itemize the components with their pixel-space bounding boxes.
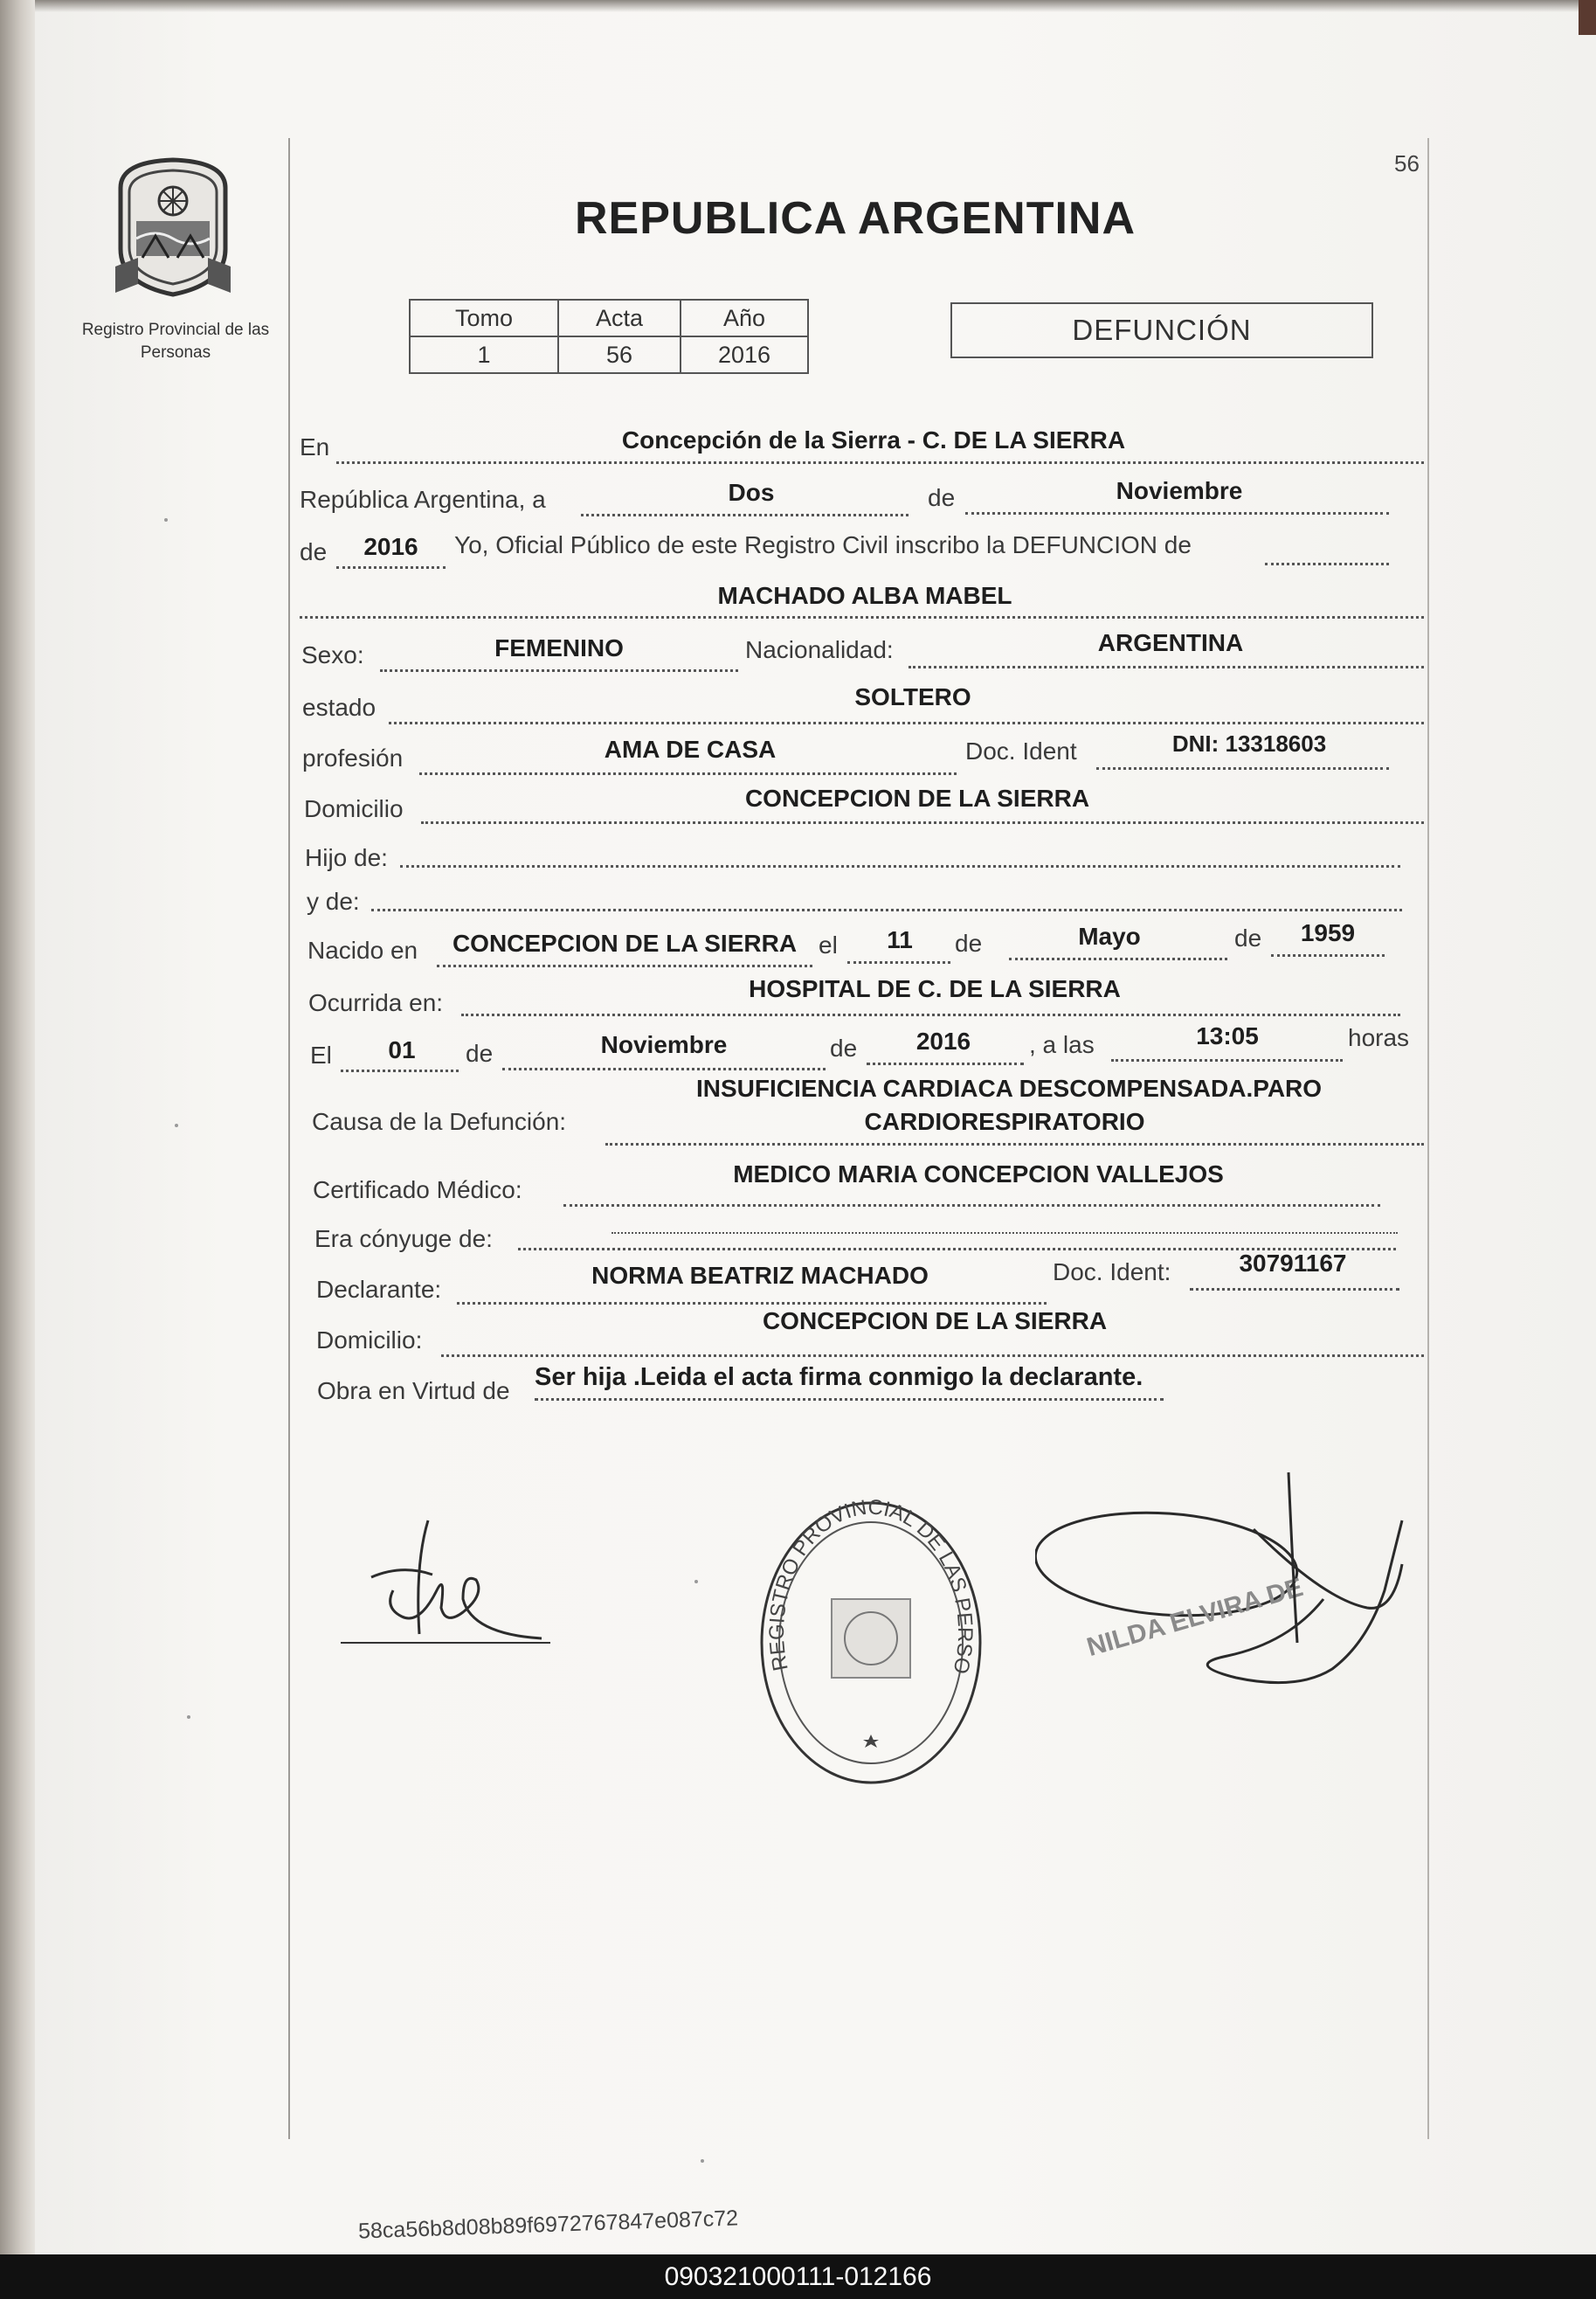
horas-label: horas bbox=[1348, 1024, 1410, 1051]
dotted-line bbox=[341, 1070, 459, 1072]
dotted-line bbox=[611, 1232, 1398, 1234]
certificado-value: MEDICO MARIA CONCEPCION VALLEJOS bbox=[733, 1160, 1224, 1188]
dotted-line bbox=[336, 461, 1424, 464]
table-value-ano: 2016 bbox=[681, 336, 808, 373]
dotted-line bbox=[437, 965, 812, 967]
dotted-line bbox=[1265, 563, 1389, 565]
dotted-line bbox=[336, 566, 446, 569]
dotted-line bbox=[1190, 1288, 1399, 1291]
yde-label: y de: bbox=[307, 888, 360, 915]
obra-label: Obra en Virtud de bbox=[317, 1377, 510, 1404]
domicilio-label: Domicilio bbox=[304, 795, 404, 822]
death-month-value: Noviembre bbox=[600, 1031, 728, 1058]
paper-speck bbox=[187, 1715, 190, 1719]
birth-day-value: 11 bbox=[887, 926, 913, 953]
dotted-line bbox=[389, 722, 1424, 724]
dotted-line bbox=[563, 1204, 1380, 1207]
declarante-signature-icon bbox=[1035, 1468, 1420, 1708]
document-hash: 58ca56b8d08b89f6972767847e087c72 bbox=[357, 2206, 739, 2244]
ocurrida-label: Ocurrida en: bbox=[308, 989, 444, 1016]
paper-speck bbox=[694, 1580, 698, 1583]
dotted-line bbox=[909, 666, 1424, 668]
official-signature-icon bbox=[332, 1512, 568, 1656]
deceased-name-value: MACHADO ALBA MABEL bbox=[717, 582, 1012, 609]
causa-line2-value: CARDIORESPIRATORIO bbox=[864, 1108, 1145, 1135]
docident-value: DNI: 13318603 bbox=[1171, 731, 1327, 757]
birth-year-value: 1959 bbox=[1300, 919, 1356, 946]
domicilio2-label: Domicilio: bbox=[316, 1326, 423, 1354]
document-footer-id: 090321000111-012166 bbox=[0, 2254, 1596, 2299]
domicilio-value: CONCEPCION DE LA SIERRA bbox=[744, 785, 1090, 812]
docident2-label: Doc. Ident: bbox=[1053, 1258, 1171, 1285]
paper-speck bbox=[175, 1124, 178, 1127]
top-shadow bbox=[35, 0, 1596, 12]
registro-provincial-label: Registro Provincial de las Personas bbox=[81, 321, 270, 362]
dotted-line bbox=[421, 821, 1424, 824]
republica-label: República Argentina, a bbox=[300, 486, 546, 513]
docident-label: Doc. Ident bbox=[965, 737, 1077, 765]
binding-edge bbox=[0, 0, 35, 2254]
death-time-value: 13:05 bbox=[1196, 1022, 1259, 1049]
dotted-line bbox=[419, 772, 957, 775]
nacionalidad-label: Nacionalidad: bbox=[745, 636, 894, 663]
sexo-label: Sexo: bbox=[301, 641, 364, 668]
paper-speck bbox=[164, 518, 168, 522]
causa-line1-value: INSUFICIENCIA CARDIACA DESCOMPENSADA.PARO bbox=[695, 1075, 1323, 1102]
conyuge-label: Era cónyuge de: bbox=[314, 1225, 493, 1252]
signature-stamp-text: NILDA ELVIRA DE bbox=[1083, 1572, 1307, 1663]
dotted-line bbox=[1009, 958, 1227, 960]
frame-right-line bbox=[1427, 138, 1429, 2139]
seal-arc-text: REGISTRO PROVINCIAL DE LAS PERSO bbox=[764, 1495, 978, 1676]
el-label: el bbox=[819, 931, 838, 959]
alas-label: , a las bbox=[1029, 1031, 1095, 1058]
profesion-value: AMA DE CASA bbox=[604, 736, 777, 763]
obra-value: Ser hija .Leida el acta firma conmigo la declarante. bbox=[535, 1363, 1143, 1391]
table-value-acta: 56 bbox=[558, 336, 681, 373]
death-day-value: 01 bbox=[388, 1036, 416, 1063]
dotted-line bbox=[847, 961, 950, 964]
birth-month-value: Mayo bbox=[1078, 923, 1141, 950]
dotted-line bbox=[535, 1398, 1164, 1401]
dotted-line bbox=[1111, 1059, 1343, 1062]
page-title: REPUBLICA ARGENTINA bbox=[575, 193, 1137, 244]
de-label: de bbox=[928, 484, 956, 511]
domicilio2-value: CONCEPCION DE LA SIERRA bbox=[762, 1307, 1108, 1334]
oficial-text: Yo, Oficial Público de este Registro Civil inscribo la DEFUNCION de bbox=[454, 531, 1192, 558]
sexo-value: FEMENINO bbox=[494, 634, 624, 661]
dotted-line bbox=[380, 669, 738, 672]
dotted-line bbox=[502, 1068, 826, 1070]
causa-label: Causa de la Defunción: bbox=[312, 1108, 567, 1135]
dotted-line bbox=[457, 1302, 1047, 1305]
year-value: 2016 bbox=[363, 533, 418, 560]
day-value: Dos bbox=[728, 479, 775, 506]
page-number: 56 bbox=[1394, 150, 1420, 177]
certificado-label: Certificado Médico: bbox=[313, 1176, 522, 1203]
round-seal-stamp bbox=[753, 1494, 989, 1796]
misiones-coat-of-arms-icon bbox=[103, 153, 243, 301]
dotted-line bbox=[581, 514, 909, 516]
hijo-label: Hijo de: bbox=[305, 844, 388, 871]
table-header-ano: Año bbox=[681, 300, 808, 336]
document-type-box: DEFUNCIÓN bbox=[950, 302, 1373, 358]
dotted-line bbox=[867, 1063, 1024, 1065]
dotted-line bbox=[371, 909, 1402, 911]
en-value: Concepción de la Sierra - C. DE LA SIERRA bbox=[621, 426, 1126, 454]
paper-speck bbox=[701, 2159, 704, 2163]
docident2-value: 30791167 bbox=[1239, 1250, 1347, 1277]
de-label: de bbox=[1234, 924, 1262, 952]
dotted-line bbox=[441, 1354, 1424, 1357]
estado-value: SOLTERO bbox=[854, 683, 971, 710]
dotted-line bbox=[300, 616, 1424, 619]
profesion-label: profesión bbox=[302, 744, 404, 772]
table-value-tomo: 1 bbox=[410, 336, 558, 373]
declarante-label: Declarante: bbox=[316, 1276, 442, 1303]
ocurrida-value: HOSPITAL DE C. DE LA SIERRA bbox=[749, 975, 1121, 1002]
tomo-acta-ano-table bbox=[409, 299, 809, 374]
el-label: El bbox=[310, 1042, 332, 1069]
nacido-value: CONCEPCION DE LA SIERRA bbox=[452, 930, 798, 957]
dotted-line bbox=[605, 1143, 1424, 1146]
de-label: de bbox=[955, 930, 983, 957]
table-header-acta: Acta bbox=[558, 300, 681, 336]
declarante-value: NORMA BEATRIZ MACHADO bbox=[591, 1262, 929, 1289]
de-label: de bbox=[830, 1035, 858, 1062]
dotted-line bbox=[461, 1014, 1400, 1016]
dotted-line bbox=[400, 865, 1400, 868]
estado-label: estado bbox=[302, 694, 377, 721]
de-label: de bbox=[466, 1040, 494, 1067]
corner-mark bbox=[1579, 0, 1596, 35]
de-label: de bbox=[300, 538, 328, 565]
death-year-value: 2016 bbox=[915, 1028, 971, 1055]
dotted-line bbox=[1096, 767, 1389, 770]
nacionalidad-value: ARGENTINA bbox=[1097, 629, 1244, 656]
nacido-label: Nacido en bbox=[307, 937, 418, 964]
table-header-tomo: Tomo bbox=[410, 300, 558, 336]
en-label: En bbox=[300, 433, 330, 460]
dotted-line bbox=[965, 512, 1389, 515]
dotted-line bbox=[1271, 954, 1385, 957]
month-value: Noviembre bbox=[1116, 477, 1243, 504]
frame-left-line bbox=[288, 138, 290, 2139]
